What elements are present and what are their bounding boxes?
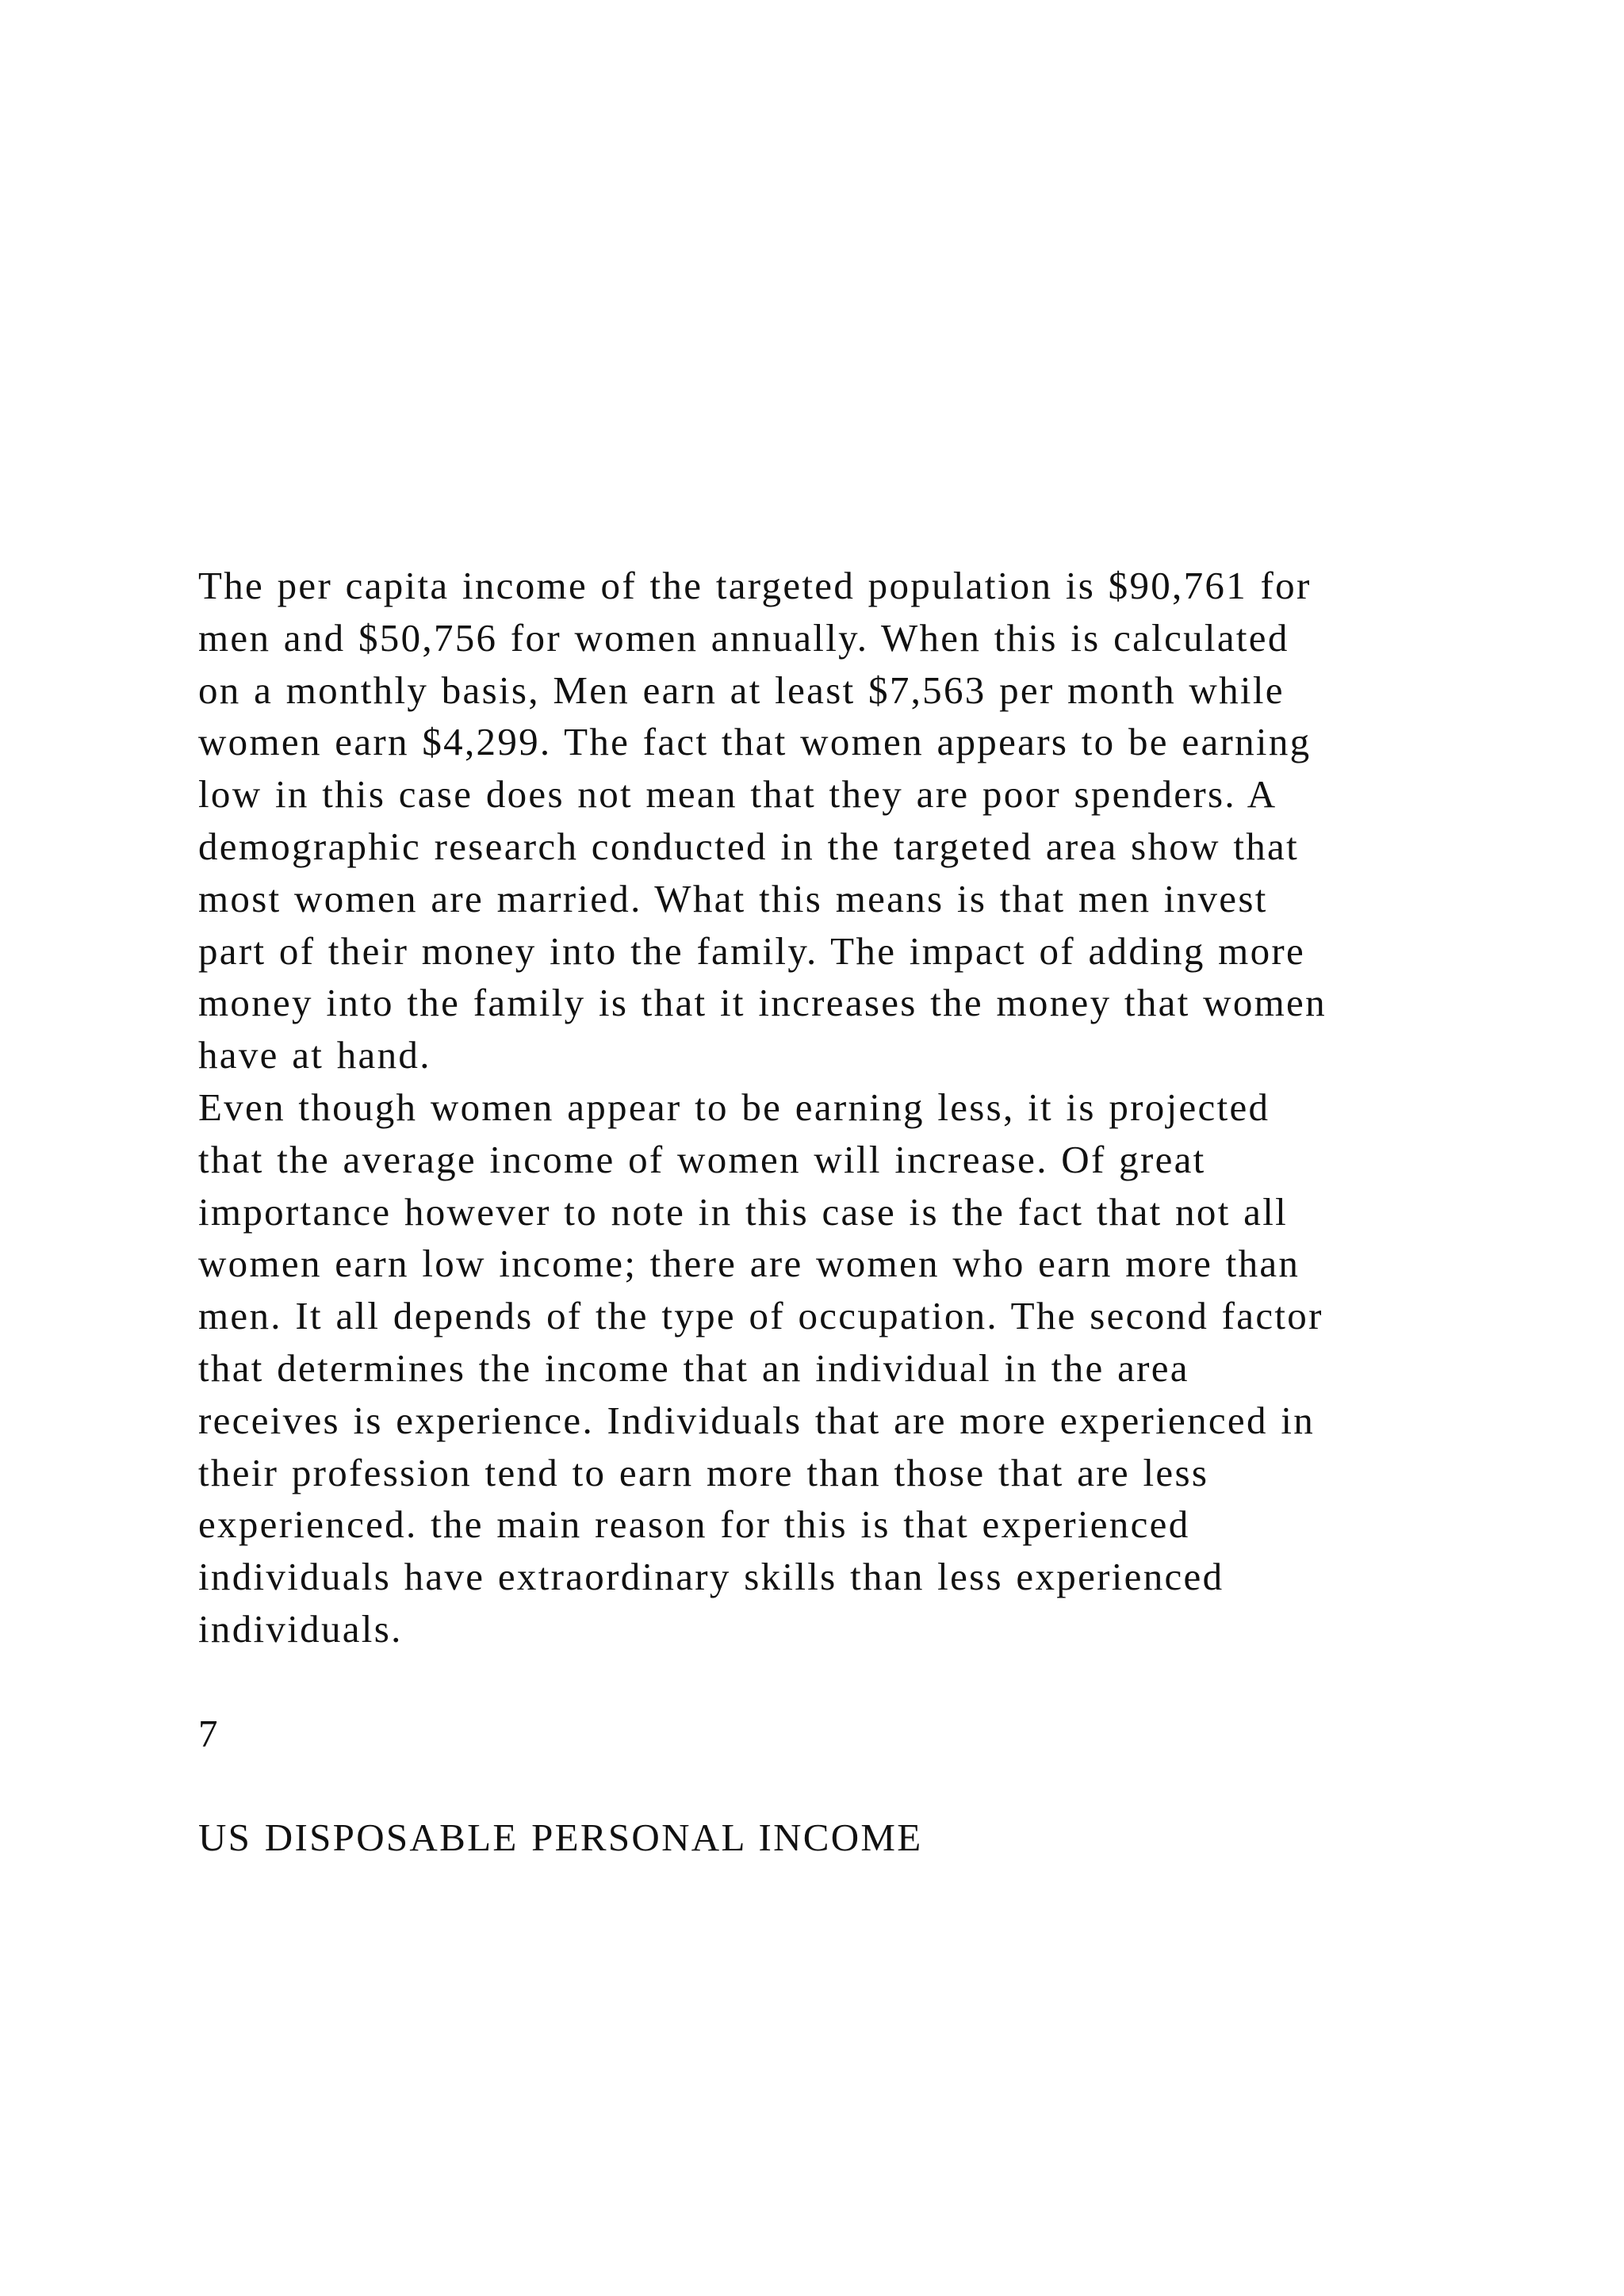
section-heading: US DISPOSABLE PERSONAL INCOME [198,1816,923,1860]
text-line: men. It all depends of the type of occupation. The second factor [198,1294,1323,1338]
text-line: that determines the income that an individual in the area [198,1345,1189,1390]
text-line: importance however to note in this case is the fact that not all [198,1189,1289,1234]
paragraph-income-figures [198,560,1483,1081]
blank-line [198,1655,1483,1708]
text-line: money into the family is that it increases the money that women [198,981,1327,1025]
text-line: The per capita income of the targeted population is $90,761 for [198,564,1312,607]
text-line: low in this case does not mean that they are poor spenders. A [198,772,1277,817]
page-number: 7 [198,1711,220,1755]
text-line: that the average income of women will increase. Of great [198,1137,1206,1181]
text-line: have at hand. [198,1033,431,1077]
text-line: part of their money into the family. The impact of adding more [198,928,1306,973]
text-line: individuals have extraordinary skills than less experienced [198,1555,1224,1599]
text-line: receives is experience. Individuals that are more experienced in [198,1398,1316,1442]
text-line: demographic research conducted in the targeted area show that [198,824,1300,868]
text-line: Even though women appear to be earning less, it is projected [198,1085,1270,1129]
text-line: most women are married. What this means is that men invest [198,876,1268,920]
document-body [198,560,1483,1864]
text-line: their profession tend to earn more than those that are less [198,1450,1209,1494]
blank-line [198,1759,1483,1812]
text-line: experienced. the main reason for this is that experienced [198,1502,1190,1547]
text-line: women earn $4,299. The fact that women appears to be earning [198,720,1312,764]
text-line: men and $50,756 for women annually. When this is calculated [198,615,1289,660]
text-line: on a monthly basis, Men earn at least $7,563 per month while [198,668,1285,712]
text-line: women earn low income; there are women who earn more than [198,1242,1300,1286]
text-line: individuals. [198,1606,403,1651]
paragraph-income-projection [198,1081,1483,1655]
